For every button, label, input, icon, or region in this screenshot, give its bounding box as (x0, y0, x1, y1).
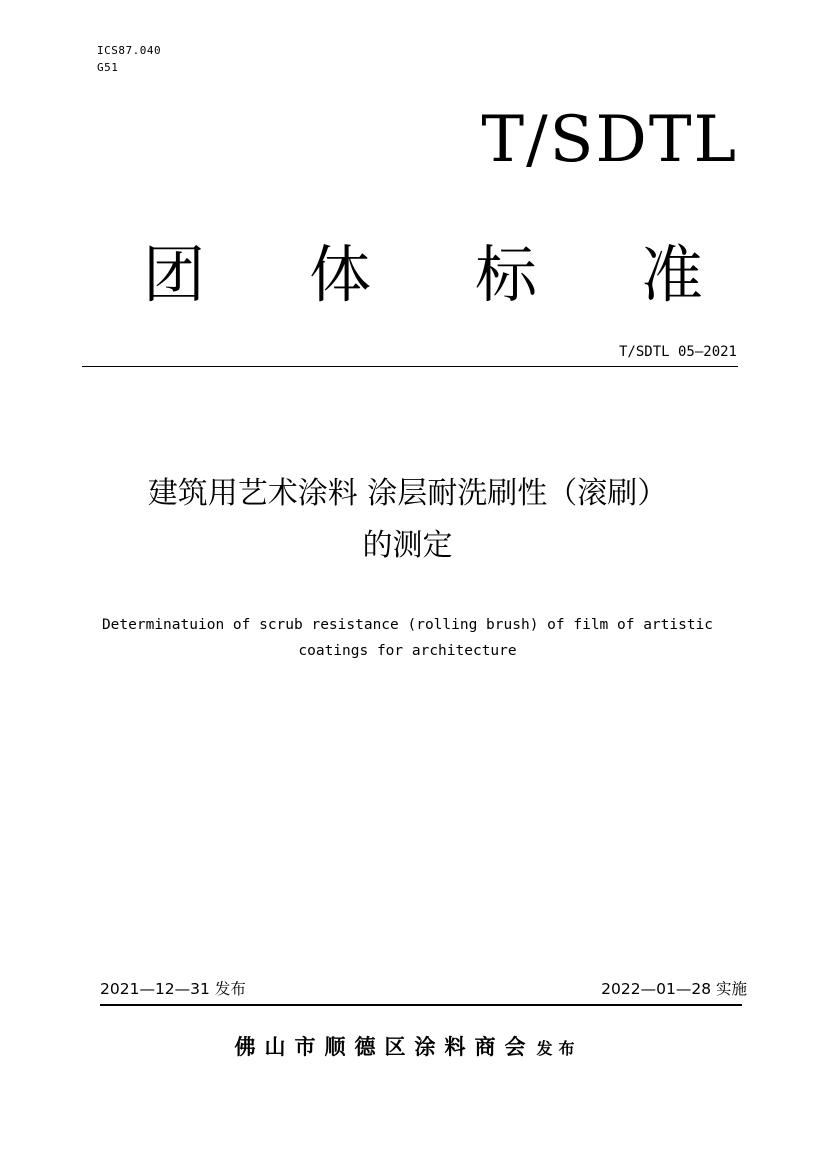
standard-type-char: 团 (143, 238, 206, 311)
standard-number: T/SDTL 05—2021 (618, 344, 737, 360)
title-english (60, 612, 755, 664)
title-zh-line-2: 的测定 (362, 528, 453, 563)
standard-type (143, 230, 703, 320)
ics-code: ICS87.040 (97, 44, 162, 57)
publisher-action: 发布 (536, 1039, 581, 1058)
publisher-name: 佛山市顺德区涂料商会 (234, 1035, 535, 1059)
standard-type-char: 标 (474, 238, 537, 311)
title-en-line-2: coatings for architecture (298, 643, 517, 659)
org-code: T/SDTL (481, 103, 738, 177)
implementation-date: 2022—01—28 实施 (601, 980, 747, 998)
classification-codes (97, 42, 161, 76)
title-chinese (60, 468, 755, 572)
title-zh-line-1: 建筑用艺术涂料 涂层耐洗刷性（滚刷） (147, 476, 668, 511)
header-divider (82, 366, 738, 367)
issue-date: 2021—12—31 发布 (100, 980, 246, 998)
standard-type-char: 准 (640, 238, 703, 311)
publisher (60, 1030, 755, 1066)
standard-type-char: 体 (308, 238, 371, 311)
title-en-line-1: Determinatuion of scrub resistance (rolling brush) of film of artistic (101, 617, 714, 633)
footer-divider (100, 1004, 742, 1006)
ccs-code: G51 (97, 61, 119, 74)
